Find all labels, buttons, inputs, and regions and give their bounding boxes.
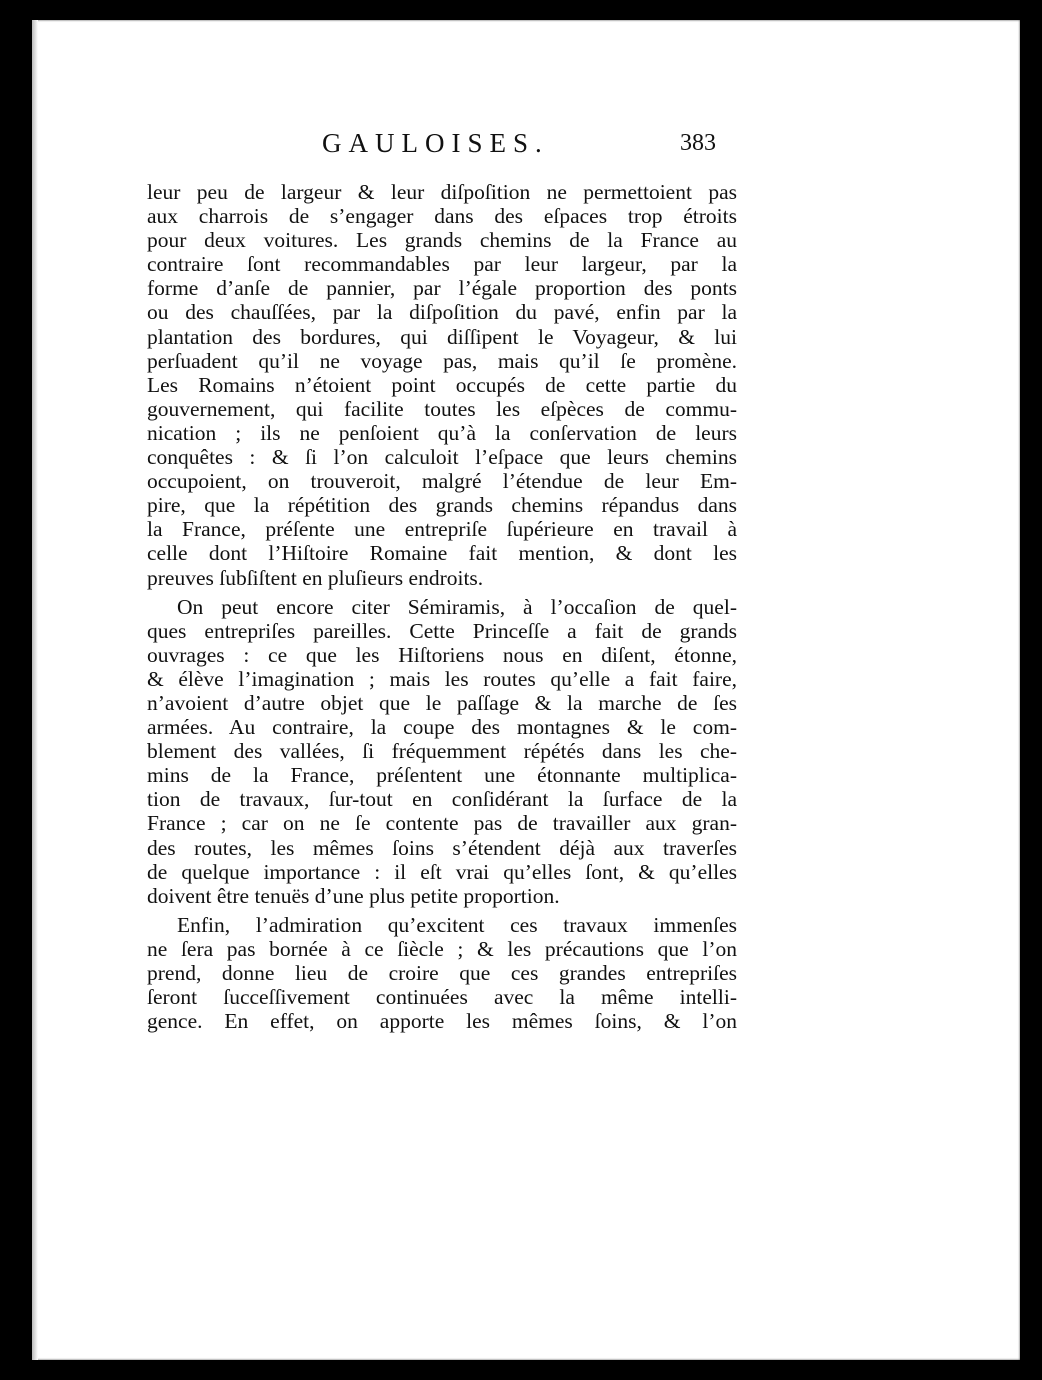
page-number: 383 [680, 130, 716, 156]
page-header [142, 128, 742, 168]
text-line: Les Romains n’étoient point occupés de cette partie du [147, 372, 737, 397]
text-line: des routes, les mêmes ſoins s’étendent déjà aux traverſes [147, 835, 737, 860]
text-line: aux charrois de s’engager dans des eſpaces trop étroits [147, 204, 737, 229]
text-line: ne ſera pas bornée à ce ſiècle ; & les précautions que l’on [147, 936, 737, 961]
text-line: leur peu de largeur & leur diſpoſition ne permettoient pas [147, 180, 737, 204]
text-line: contraire ſont recommandables par leur largeur, par la [147, 252, 737, 277]
text-line: ou des chauſſées, par la diſpoſition du pavé, enfin par la [147, 300, 737, 325]
text-line: ſeront ſucceſſivement continuées avec la même intelli- [147, 985, 737, 1010]
text-line: mins de la France, préſentent une étonnante multiplica- [147, 763, 737, 788]
text-line: forme d’anſe de pannier, par l’égale proportion des ponts [147, 276, 737, 301]
text-line: pire, que la répétition des grands chemins répandus dans [147, 493, 737, 518]
text-line: doivent être tenuës d’une plus petite proportion. [147, 883, 560, 908]
page-edge-shadow [32, 20, 38, 1360]
paragraph-1 [147, 180, 737, 590]
text-line: gence. En effet, on apporte les mêmes ſoins, & l’on [147, 1009, 737, 1034]
text-line: plantation des bordures, qui diſſipent le Voyageur, & lui [147, 324, 737, 349]
text-line: & élève l’imagination ; mais les routes qu’elle a fait faire, [147, 666, 737, 691]
text-line: On peut encore citer Sémiramis, à l’occaſion de quel- [177, 594, 737, 619]
body-text [147, 180, 737, 1033]
text-line: ques entrepriſes pareilles. Cette Princeſſe a fait de grands [147, 618, 737, 643]
text-line: blement des vallées, ſi fréquemment répétés dans les che- [147, 739, 737, 764]
text-line: gouvernement, qui facilite toutes les eſpèces de commu- [147, 396, 737, 421]
book-page [32, 20, 1020, 1360]
text-line: nication ; ils ne penſoient qu’à la conſervation de leurs [147, 420, 737, 445]
text-line: Enfin, l’admiration qu’excitent ces travaux immenſes [177, 912, 737, 937]
text-line: celle dont l’Hiſtoire Romaine fait mention, & dont les [147, 541, 737, 566]
text-line: occupoient, on trouveroit, malgré l’étendue de leur Em- [147, 469, 737, 494]
text-line: pour deux voitures. Les grands chemins de la France au [147, 228, 737, 253]
running-title: GAULOISES. [322, 128, 549, 158]
text-line: armées. Au contraire, la coupe des montagnes & le com- [147, 715, 737, 740]
text-line: tion de travaux, ſur-tout en conſidérant la ſurface de la [147, 787, 737, 812]
paragraph-3 [147, 913, 737, 1033]
text-line: la France, préſente une entrepriſe ſupérieure en travail à [147, 517, 737, 542]
text-line: prend, donne lieu de croire que ces grandes entrepriſes [147, 961, 737, 985]
text-line: ouvrages : ce que les Hiſtoriens nous en diſent, étonne, [147, 642, 737, 667]
paragraph-2 [147, 595, 737, 908]
text-line: France ; car on ne ſe contente pas de travailler aux gran- [147, 811, 737, 836]
text-line: n’avoient d’autre objet que le paſſage & la marche de ſes [147, 690, 737, 715]
text-line: de quelque importance : il eſt vrai qu’elles ſont, & qu’elles [147, 859, 737, 884]
text-line: perſuadent qu’il ne voyage pas, mais qu’il ſe promène. [147, 348, 737, 373]
text-line: preuves ſubſiſtent en pluſieurs endroits. [147, 565, 484, 590]
text-line: conquêtes : & ſi l’on calculoit l’eſpace que leurs chemins [147, 445, 737, 470]
